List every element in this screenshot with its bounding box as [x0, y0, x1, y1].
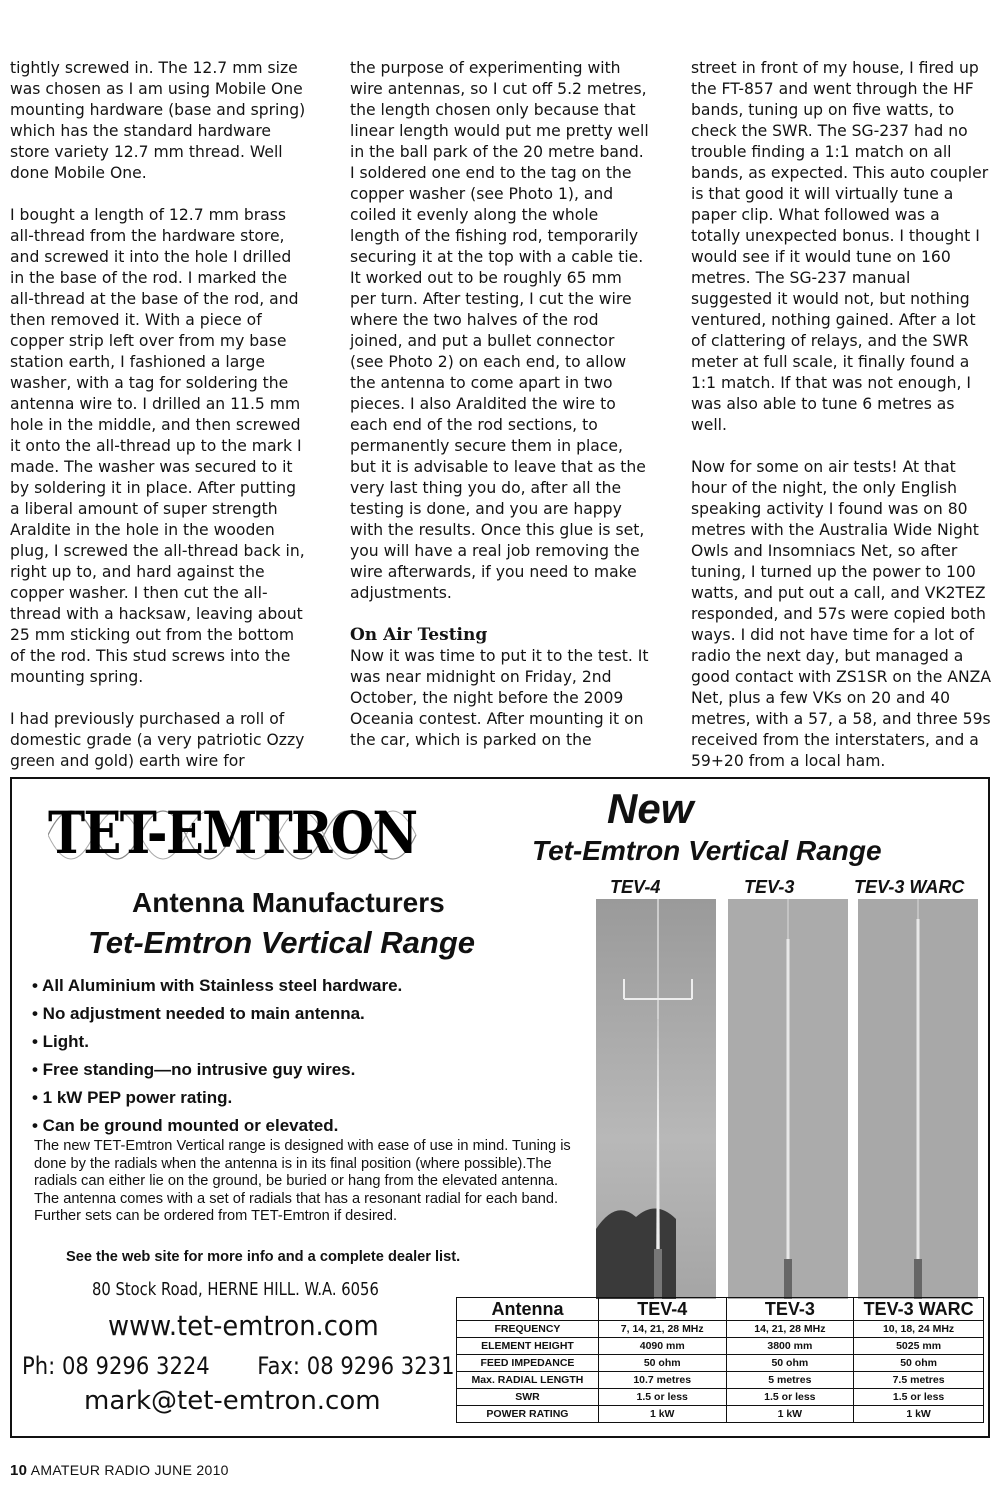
list-item: • Can be ground mounted or elevated. [32, 1116, 339, 1135]
fax-number: Fax: 08 9296 3231 [257, 1352, 455, 1380]
table-cell: SWR [457, 1389, 599, 1406]
header-cell: TEV-3 WARC [854, 1298, 984, 1321]
publication-name: AMATEUR RADIO JUNE 2010 [30, 1462, 229, 1478]
description: The new TET-Emtron Vertical range is designed with ease of use in mind. Tuning is done by the radials when the antenna is in its final position (where possible).The radials can either lie on the ground, be buried or hang from the elevated antenna. The antenna comes with a set of radials that has a resonant radial for each band. Further sets can be ordered from TET-Emtron if desired. [34, 1138, 571, 1224]
table-cell: 14, 21, 28 MHz [726, 1321, 854, 1338]
table-cell: 50 ohm [854, 1355, 984, 1372]
table-cell: 5 metres [726, 1372, 854, 1389]
list-item: • All Aluminium with Stainless steel hardware. [32, 976, 403, 995]
table-cell: 1 kW [854, 1406, 984, 1423]
table-cell: ELEMENT HEIGHT [457, 1338, 599, 1355]
table-cell: FREQUENCY [457, 1321, 599, 1338]
table-row [457, 1389, 984, 1406]
table-cell: 50 ohm [726, 1355, 854, 1372]
header-cell: Antenna [457, 1298, 599, 1321]
list-item: • 1 kW PEP power rating. [32, 1088, 233, 1107]
paragraph: the purpose of experimenting with wire antennas, so I cut off 5.2 metres, the length chosen only because that linear length would put me pretty well in the ball park of the 20 metre band. I soldered one end to the tag on the copper washer (see Photo 1), and coiled it evenly along the whole length of the fishing rod, temporarily securing it at the top with a cable tie. It worked out to be roughly 65 mm per turn. After testing, I cut the wire where the two halves of the rod joined, and put a bullet connector (see Photo 2) on each end, to allow the antenna to come apart in two pieces. I also Araldited the wire to each end of the rod sections, to permanently secure them in place, but it is advisable to leave that as the very last thing you do, after all the testing is done, and you are happy with the results. Once this glue is set, you will have a real job removing the wire afterwards, if you need to make adjustments. [350, 59, 649, 602]
address: 80 Stock Road, HERNE HILL. W.A. 6056 [92, 1279, 379, 1300]
paragraph: I bought a length of 12.7 mm brass all-thread from the hardware store, and screwed it into the hole I drilled in the base of the rod. I marked the all-thread at the base of the rod, and then removed it. With a piece of copper strip left over from my base station earth, I fashioned a large washer, with a tag for soldering the antenna wire to. I drilled an 11.5 mm hole in the middle, and then screwed it onto the all-thread up to the mark I made. The washer was secured to it by soldering it in place. After putting a liberal amount of super strength Araldite in the hole in the wooden plug, I screwed the all-thread back in, right up to, and hard against the copper washer. I then cut the all-thread with a hacksaw, leaving about 25 mm sticking out from the bottom of the rod. This stud screws into the mounting spring. [10, 206, 305, 686]
tev3-warc-photo [858, 899, 978, 1299]
table-cell: POWER RATING [457, 1406, 599, 1423]
manufacturers-heading: Antenna Manufacturers [132, 887, 445, 918]
contact-numbers [22, 1352, 455, 1380]
tet-emtron-logo [48, 797, 418, 872]
new-heading: New [607, 785, 694, 832]
range-heading: Tet-Emtron Vertical Range [532, 835, 882, 866]
table-cell: 7, 14, 21, 28 MHz [598, 1321, 726, 1338]
section-heading: On Air Testing [350, 625, 488, 645]
list-item: • No adjustment needed to main antenna. [32, 1004, 365, 1023]
page-number: 10 [10, 1462, 28, 1479]
table-cell: 5025 mm [854, 1338, 984, 1355]
table-header-row [457, 1298, 984, 1321]
email-link[interactable]: mark@tet-emtron.com [84, 1386, 381, 1416]
table-row [457, 1406, 984, 1423]
tet-emtron-advert [10, 777, 990, 1438]
table-cell: FEED IMPEDANCE [457, 1355, 599, 1372]
photo-label-tev4: TEV-4 [610, 877, 661, 897]
photo-label-tev3: TEV-3 [744, 877, 795, 897]
table-cell: 1 kW [598, 1406, 726, 1423]
table-row [457, 1338, 984, 1355]
logo-wordmark: TET-EMTRON [48, 799, 417, 867]
photo-label-tev3-warc: TEV-3 WARC [854, 877, 965, 897]
feature-list [32, 972, 402, 1140]
table-cell: 4090 mm [598, 1338, 726, 1355]
website-link[interactable]: www.tet-emtron.com [108, 1309, 379, 1342]
paragraph: I had previously purchased a roll of domestic grade (a very patriotic Ozzy green and gold) earth wire for [10, 710, 305, 770]
table-cell: 7.5 metres [854, 1372, 984, 1389]
spec-table [456, 1297, 984, 1423]
paragraph: Now for some on air tests! At that hour of the night, the only English speaking activity I found was on 80 metres with the Australia Wide Night Owls and Insomniacs Net, so after tuning, I turned up the power to 100 watts, and put out a call, and VK2TEZ responded, and 57s were copied both ways. I did not have time for a lot of radio the next day, but managed a good contact with ZS1SR on the ANZA Net, plus a few VKs on 20 and 40 metres, with a 57, a 58, and three 59s received from the interstaters, and a 59+20 from a local ham. [691, 458, 991, 770]
table-cell: Max. RADIAL LENGTH [457, 1372, 599, 1389]
tev3-photo [728, 899, 848, 1299]
tev4-photo [596, 899, 716, 1299]
table-cell: 10.7 metres [598, 1372, 726, 1389]
page-footer [10, 1462, 229, 1479]
range-subtitle: Tet-Emtron Vertical Range [88, 925, 476, 960]
table-cell: 10, 18, 24 MHz [854, 1321, 984, 1338]
list-item: • Light. [32, 1032, 89, 1051]
web-note: See the web site for more info and a complete dealer list. [66, 1249, 461, 1265]
table-cell: 1.5 or less [726, 1389, 854, 1406]
table-row [457, 1372, 984, 1389]
header-cell: TEV-4 [598, 1298, 726, 1321]
article-column-2 [350, 58, 650, 772]
header-cell: TEV-3 [726, 1298, 854, 1321]
article-column-1 [10, 58, 310, 793]
article-column-3 [691, 58, 991, 793]
phone-number: Ph: 08 9296 3224 [22, 1352, 210, 1380]
paragraph: Now it was time to put it to the test. It was near midnight on Friday, 2nd October, the night before the 2009 Oceania contest. After mounting it on the car, which is parked on the [350, 647, 649, 749]
paragraph: street in front of my house, I fired up the FT-857 and went through the HF bands, tuning up on five watts, to check the SWR. The SG-237 had no trouble finding a 1:1 match on all bands, as expected. This auto coupler is that good it will virtually tune a paper clip. What followed was a totally unexpected bonus. I thought I would see if it would tune on 160 metres. The SG-237 manual suggested it would not, but nothing ventured, nothing gained. After a lot of clattering of relays, and the SWR meter at full scale, it finally found a 1:1 match. If that was not enough, I was also able to tune 6 metres as well. [691, 59, 989, 434]
list-item: • Free standing—no intrusive guy wires. [32, 1060, 356, 1079]
table-cell: 50 ohm [598, 1355, 726, 1372]
table-row [457, 1321, 984, 1338]
table-cell: 1.5 or less [854, 1389, 984, 1406]
table-cell: 3800 mm [726, 1338, 854, 1355]
table-cell: 1 kW [726, 1406, 854, 1423]
table-cell: 1.5 or less [598, 1389, 726, 1406]
table-row [457, 1355, 984, 1372]
paragraph: tightly screwed in. The 12.7 mm size was chosen as I am using Mobile One mounting hardware (base and spring) which has the standard hardware store variety 12.7 mm thread. Well done Mobile One. [10, 59, 306, 182]
